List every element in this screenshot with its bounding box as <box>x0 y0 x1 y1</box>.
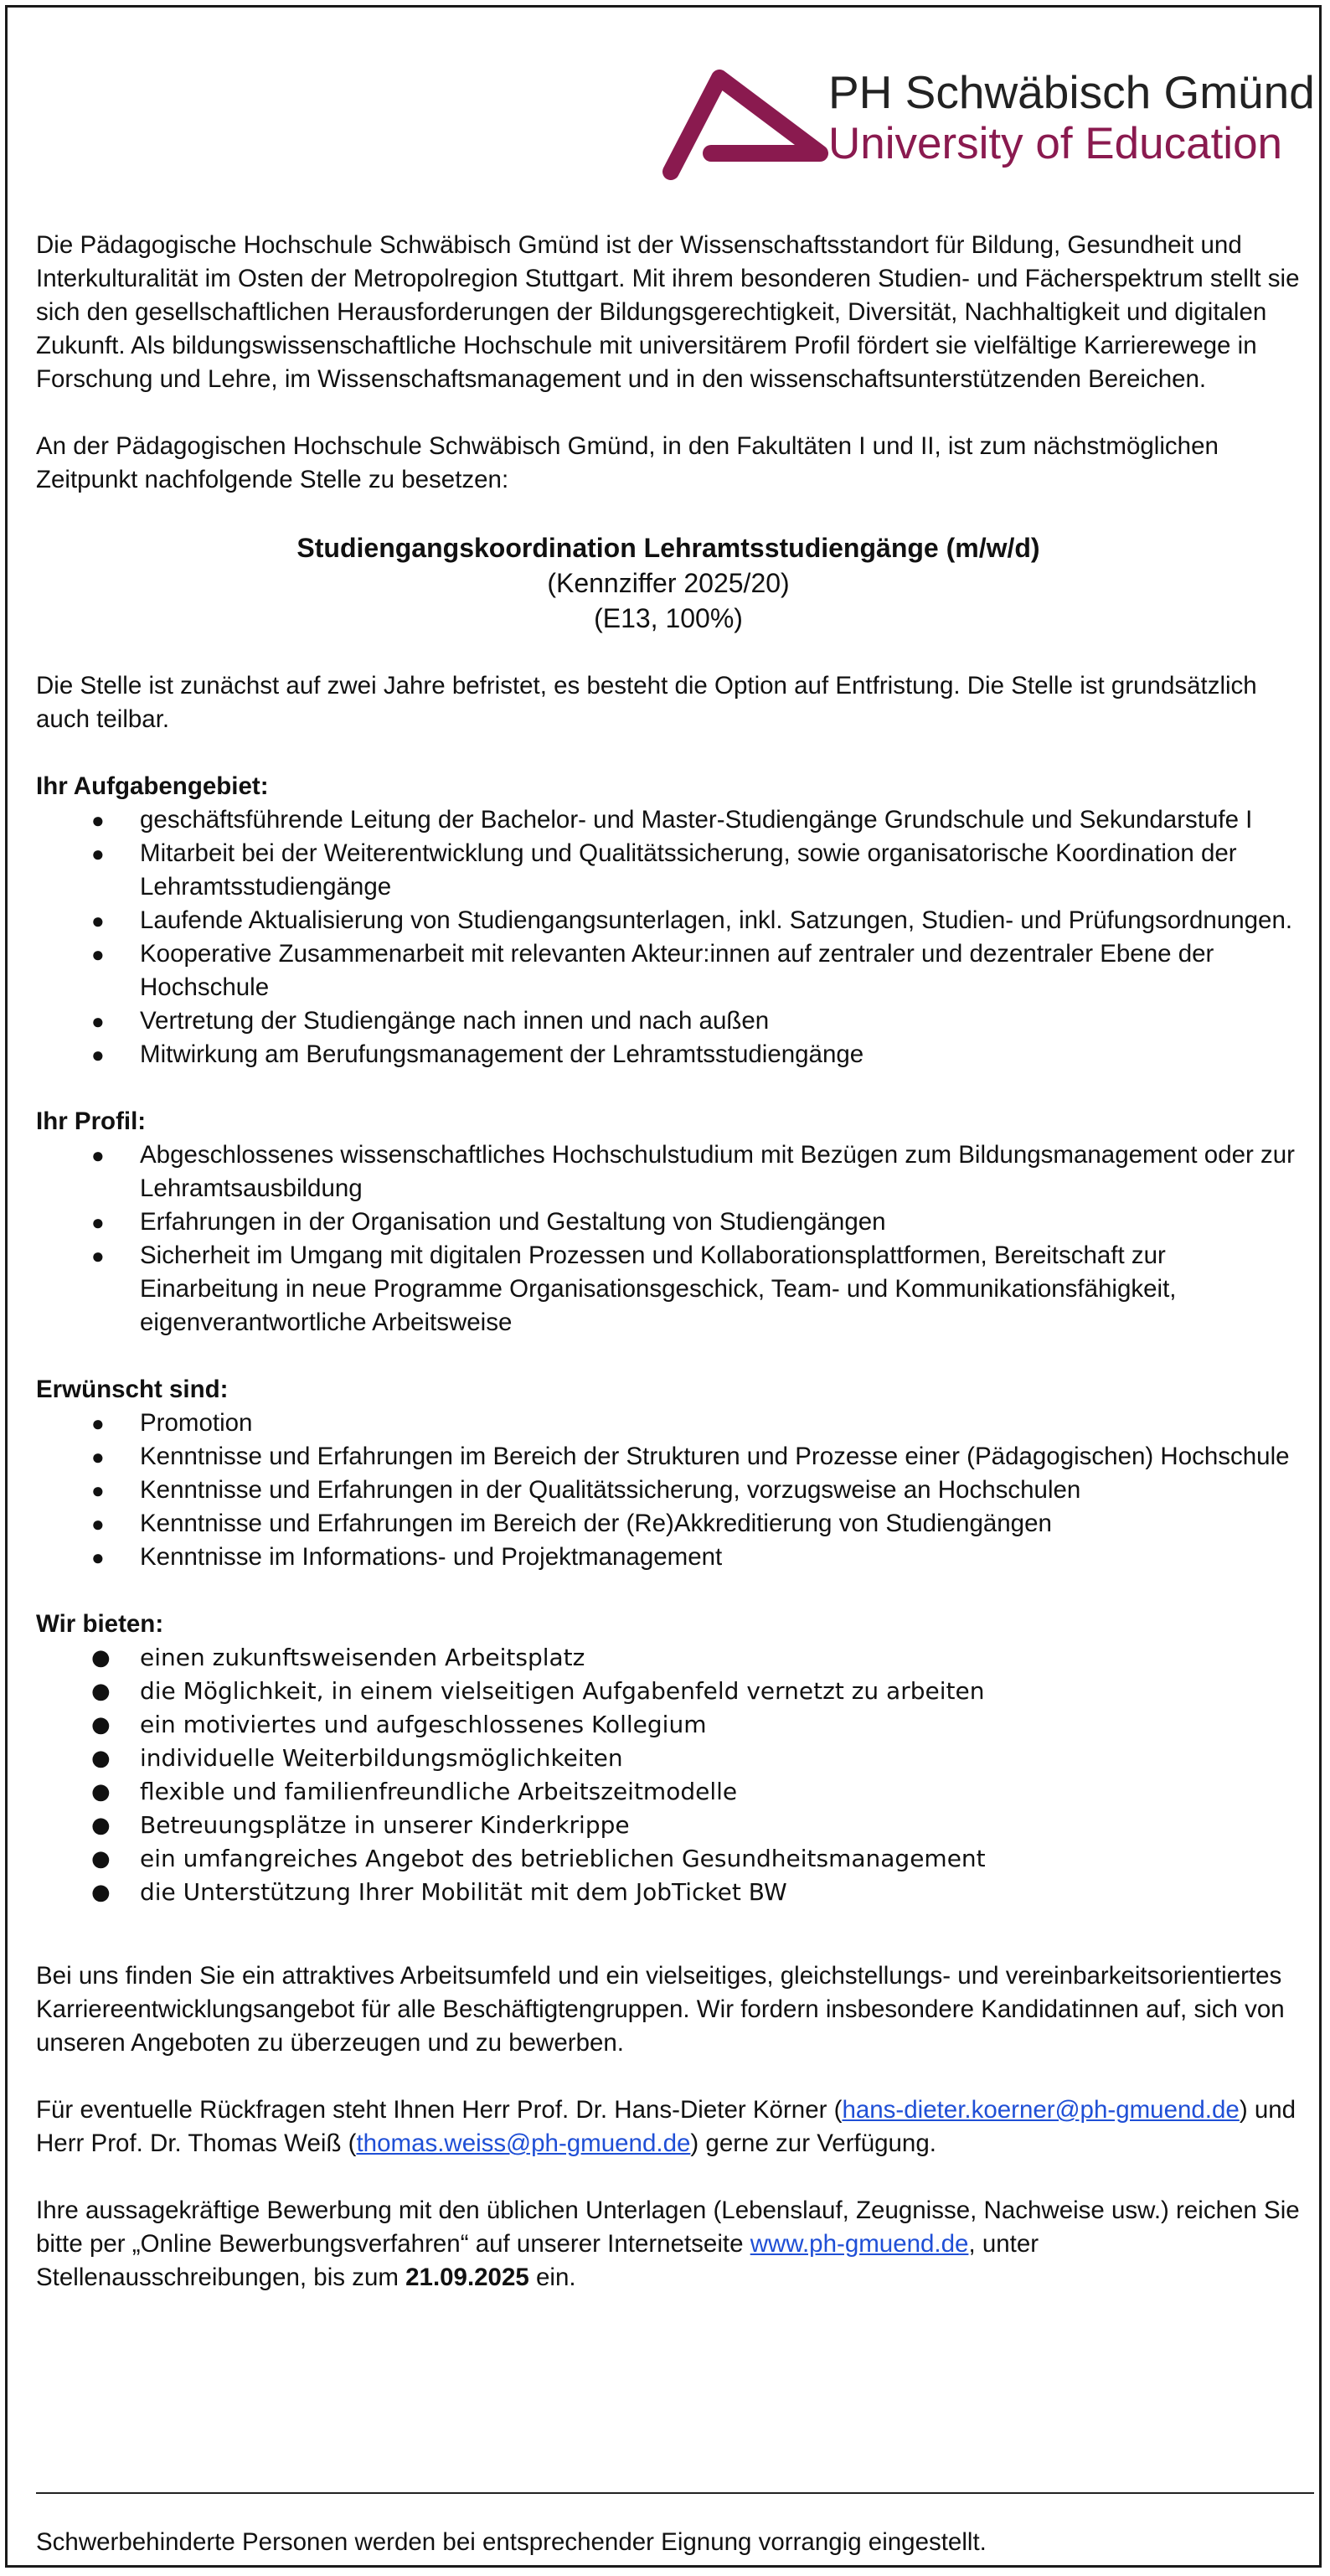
list-item: ● Vertretung der Studiengänge nach innen und nach außen <box>36 1004 1301 1038</box>
position-title-block <box>36 530 1301 636</box>
deadline-date: 21.09.2025 <box>405 2264 529 2291</box>
intro-paragraph: Die Pädagogische Hochschule Schwäbisch Gmünd ist der Wissenschaftsstandort für Bildung, Gesundheit und Interkulturalität im Osten der Metropolregion Stuttgart. Mit ihrem besonderen Studien- und Fächerspektrum stellt sie sich den gesellschaftlichen Herausforderungen der Bildungsgerechtigkeit, Diversität, Nachhaltigkeit und digitalen Zukunft. Als bildungswissenschaftliche Hochschule mit universitärem Profil fördert sie vielfältige Karrierewege in Forschung und Lehre, im Wissenschaftsmanagement und in den wissenschaftsunterstützenden Bereichen. <box>36 231 1300 393</box>
list-item: ● Erfahrungen in der Organisation und Gestaltung von Studiengängen <box>36 1205 1301 1239</box>
footer-divider <box>36 2492 1314 2494</box>
logo-subtitle: University of Education <box>828 119 1283 168</box>
closing-paragraph: Bei uns finden Sie ein attraktives Arbeitsumfeld und ein vielseitiges, gleichstellungs- und vereinbarkeitsorientiertes Karriereentwicklungsangebot für alle Beschäftigtengruppen. Wir fordern insbesondere Kandidatinnen auf, sich von unseren Angeboten zu überzeugen und zu bewerben. <box>36 1962 1285 2057</box>
tasks-heading: Ihr Aufgabengebiet: <box>36 772 269 800</box>
list-item: ● individuelle Weiterbildungsmöglichkeiten <box>36 1742 1301 1775</box>
list-item: ● Kenntnisse und Erfahrungen in der Qualitätssicherung, vorzugsweise an Hochschulen <box>36 1474 1301 1507</box>
bullet-icon: ● <box>91 1813 111 1838</box>
contact-paragraph: Für eventuelle Rückfragen steht Ihnen Herr Prof. Dr. Hans-Dieter Körner (hans-dieter.koerner@ph-gmuend.de) und Herr Prof. Dr. Thomas Weiß (thomas.weiss@ph-gmuend.de) gerne zur Verfügung. <box>36 2096 1296 2157</box>
posting-content <box>36 229 1301 2295</box>
disability-note: Schwerbehinderte Personen werden bei entsprechender Eignung vorrangig eingestellt. <box>36 2528 987 2556</box>
logo-name: PH Schwäbisch Gmünd <box>828 66 1315 118</box>
profile-heading: Ihr Profil: <box>36 1107 147 1135</box>
bullet-icon: ● <box>91 1712 111 1737</box>
list-item: ● ein umfangreiches Angebot des betrieblichen Gesundheitsmanagement <box>36 1842 1301 1876</box>
bullet-icon: ● <box>91 942 105 967</box>
list-item: ● Betreuungsplätze in unserer Kinderkrippe <box>36 1809 1301 1842</box>
tasks-list <box>36 803 1301 1071</box>
list-item: ● Sicherheit im Umgang mit digitalen Prozessen und Kollaborationsplattformen, Bereitschaft zur Einarbeitung in neue Programme Organisationsgeschick, Team- und Kommunikationsfähigkeit, eigenverantwortliche Arbeitsweise <box>36 1239 1301 1340</box>
offer-heading: Wir bieten: <box>36 1610 164 1638</box>
list-item: ● die Unterstützung Ihrer Mobilität mit dem JobTicket BW <box>36 1876 1301 1909</box>
bullet-icon: ● <box>91 1846 111 1871</box>
list-item: ● Promotion <box>36 1407 1301 1440</box>
desired-heading: Erwünscht sind: <box>36 1376 229 1403</box>
bullet-icon: ● <box>91 1746 111 1771</box>
list-item: ● Kenntnisse im Informations- und Projektmanagement <box>36 1541 1301 1574</box>
bullet-icon: ● <box>91 1009 105 1034</box>
email-link-koerner[interactable]: hans-dieter.koerner@ph-gmuend.de <box>842 2096 1240 2124</box>
list-item: ● ein motiviertes und aufgeschlossenes Kollegium <box>36 1708 1301 1742</box>
vacancy-intro: An der Pädagogischen Hochschule Schwäbisch Gmünd, in den Fakultäten I und II, ist zum nächstmöglichen Zeitpunkt nachfolgende Stelle zu besetzen: <box>36 432 1219 493</box>
position-code: (Kennziffer 2025/20) <box>547 568 790 598</box>
profile-list <box>36 1138 1301 1340</box>
job-posting-page <box>5 5 1322 2568</box>
list-item: ● Abgeschlossenes wissenschaftliches Hochschulstudium mit Bezügen zum Bildungsmanagement oder zur Lehramtsausbildung <box>36 1138 1301 1205</box>
offer-list <box>36 1641 1301 1909</box>
bullet-icon: ● <box>91 808 105 833</box>
bullet-icon: ● <box>91 1444 105 1469</box>
list-item: ● einen zukunftsweisenden Arbeitsplatz <box>36 1641 1301 1675</box>
position-title: Studiengangskoordination Lehramtsstudiengänge (m/w/d) <box>296 533 1040 563</box>
list-item: ● Kenntnisse und Erfahrungen im Bereich der (Re)Akkreditierung von Studiengängen <box>36 1507 1301 1541</box>
bullet-icon: ● <box>91 1042 105 1067</box>
list-item: ● Kenntnisse und Erfahrungen im Bereich der Strukturen und Prozesse einer (Pädagogischen) Hochschule <box>36 1440 1301 1474</box>
email-link-weiss[interactable]: thomas.weiss@ph-gmuend.de <box>356 2129 691 2157</box>
list-item: ● die Möglichkeit, in einem vielseitigen Aufgabenfeld vernetzt zu arbeiten <box>36 1675 1301 1708</box>
desired-list <box>36 1407 1301 1574</box>
bullet-icon: ● <box>91 1679 111 1704</box>
bullet-icon: ● <box>91 1210 105 1235</box>
bullet-icon: ● <box>91 1478 105 1503</box>
ph-logo-mark-icon <box>661 61 828 187</box>
bullet-icon: ● <box>91 1880 111 1905</box>
bullet-icon: ● <box>91 1779 111 1804</box>
list-item: ● Mitwirkung am Berufungsmanagement der Lehramtsstudiengänge <box>36 1038 1301 1071</box>
bullet-icon: ● <box>91 1545 105 1570</box>
bullet-icon: ● <box>91 841 105 866</box>
list-item: ● Mitarbeit bei der Weiterentwicklung und Qualitätssicherung, sowie organisatorische Koordination der Lehramtsstudiengänge <box>36 837 1301 904</box>
list-item: ● geschäftsführende Leitung der Bachelor- und Master-Studiengänge Grundschule und Sekundarstufe I <box>36 803 1301 837</box>
list-item: ● Laufende Aktualisierung von Studiengangsunterlagen, inkl. Satzungen, Studien- und Prüfungsordnungen. <box>36 904 1301 937</box>
position-grade: (E13, 100%) <box>594 603 743 633</box>
position-terms: Die Stelle ist zunächst auf zwei Jahre befristet, es besteht die Option auf Entfristung. Die Stelle ist grundsätzlich auch teilbar. <box>36 672 1257 733</box>
bullet-icon: ● <box>91 908 105 933</box>
website-link[interactable]: www.ph-gmuend.de <box>750 2230 969 2258</box>
bullet-icon: ● <box>91 1511 105 1536</box>
list-item: ● flexible und familienfreundliche Arbeitszeitmodelle <box>36 1775 1301 1809</box>
bullet-icon: ● <box>91 1645 111 1670</box>
application-paragraph: Ihre aussagekräftige Bewerbung mit den üblichen Unterlagen (Lebenslauf, Zeugnisse, Nachweise usw.) reichen Sie bitte per „Online Bewerbungsverfahren“ auf unserer Internetseite www.ph-gmuend.de, unter Stellenausschreibungen, bis zum 21.09.2025 ein. <box>36 2197 1300 2291</box>
bullet-icon: ● <box>91 1411 105 1436</box>
bullet-icon: ● <box>91 1243 105 1268</box>
list-item: ● Kooperative Zusammenarbeit mit relevanten Akteur:innen auf zentraler und dezentraler Ebene der Hochschule <box>36 937 1301 1004</box>
university-logo <box>661 61 1314 187</box>
bullet-icon: ● <box>91 1143 105 1168</box>
